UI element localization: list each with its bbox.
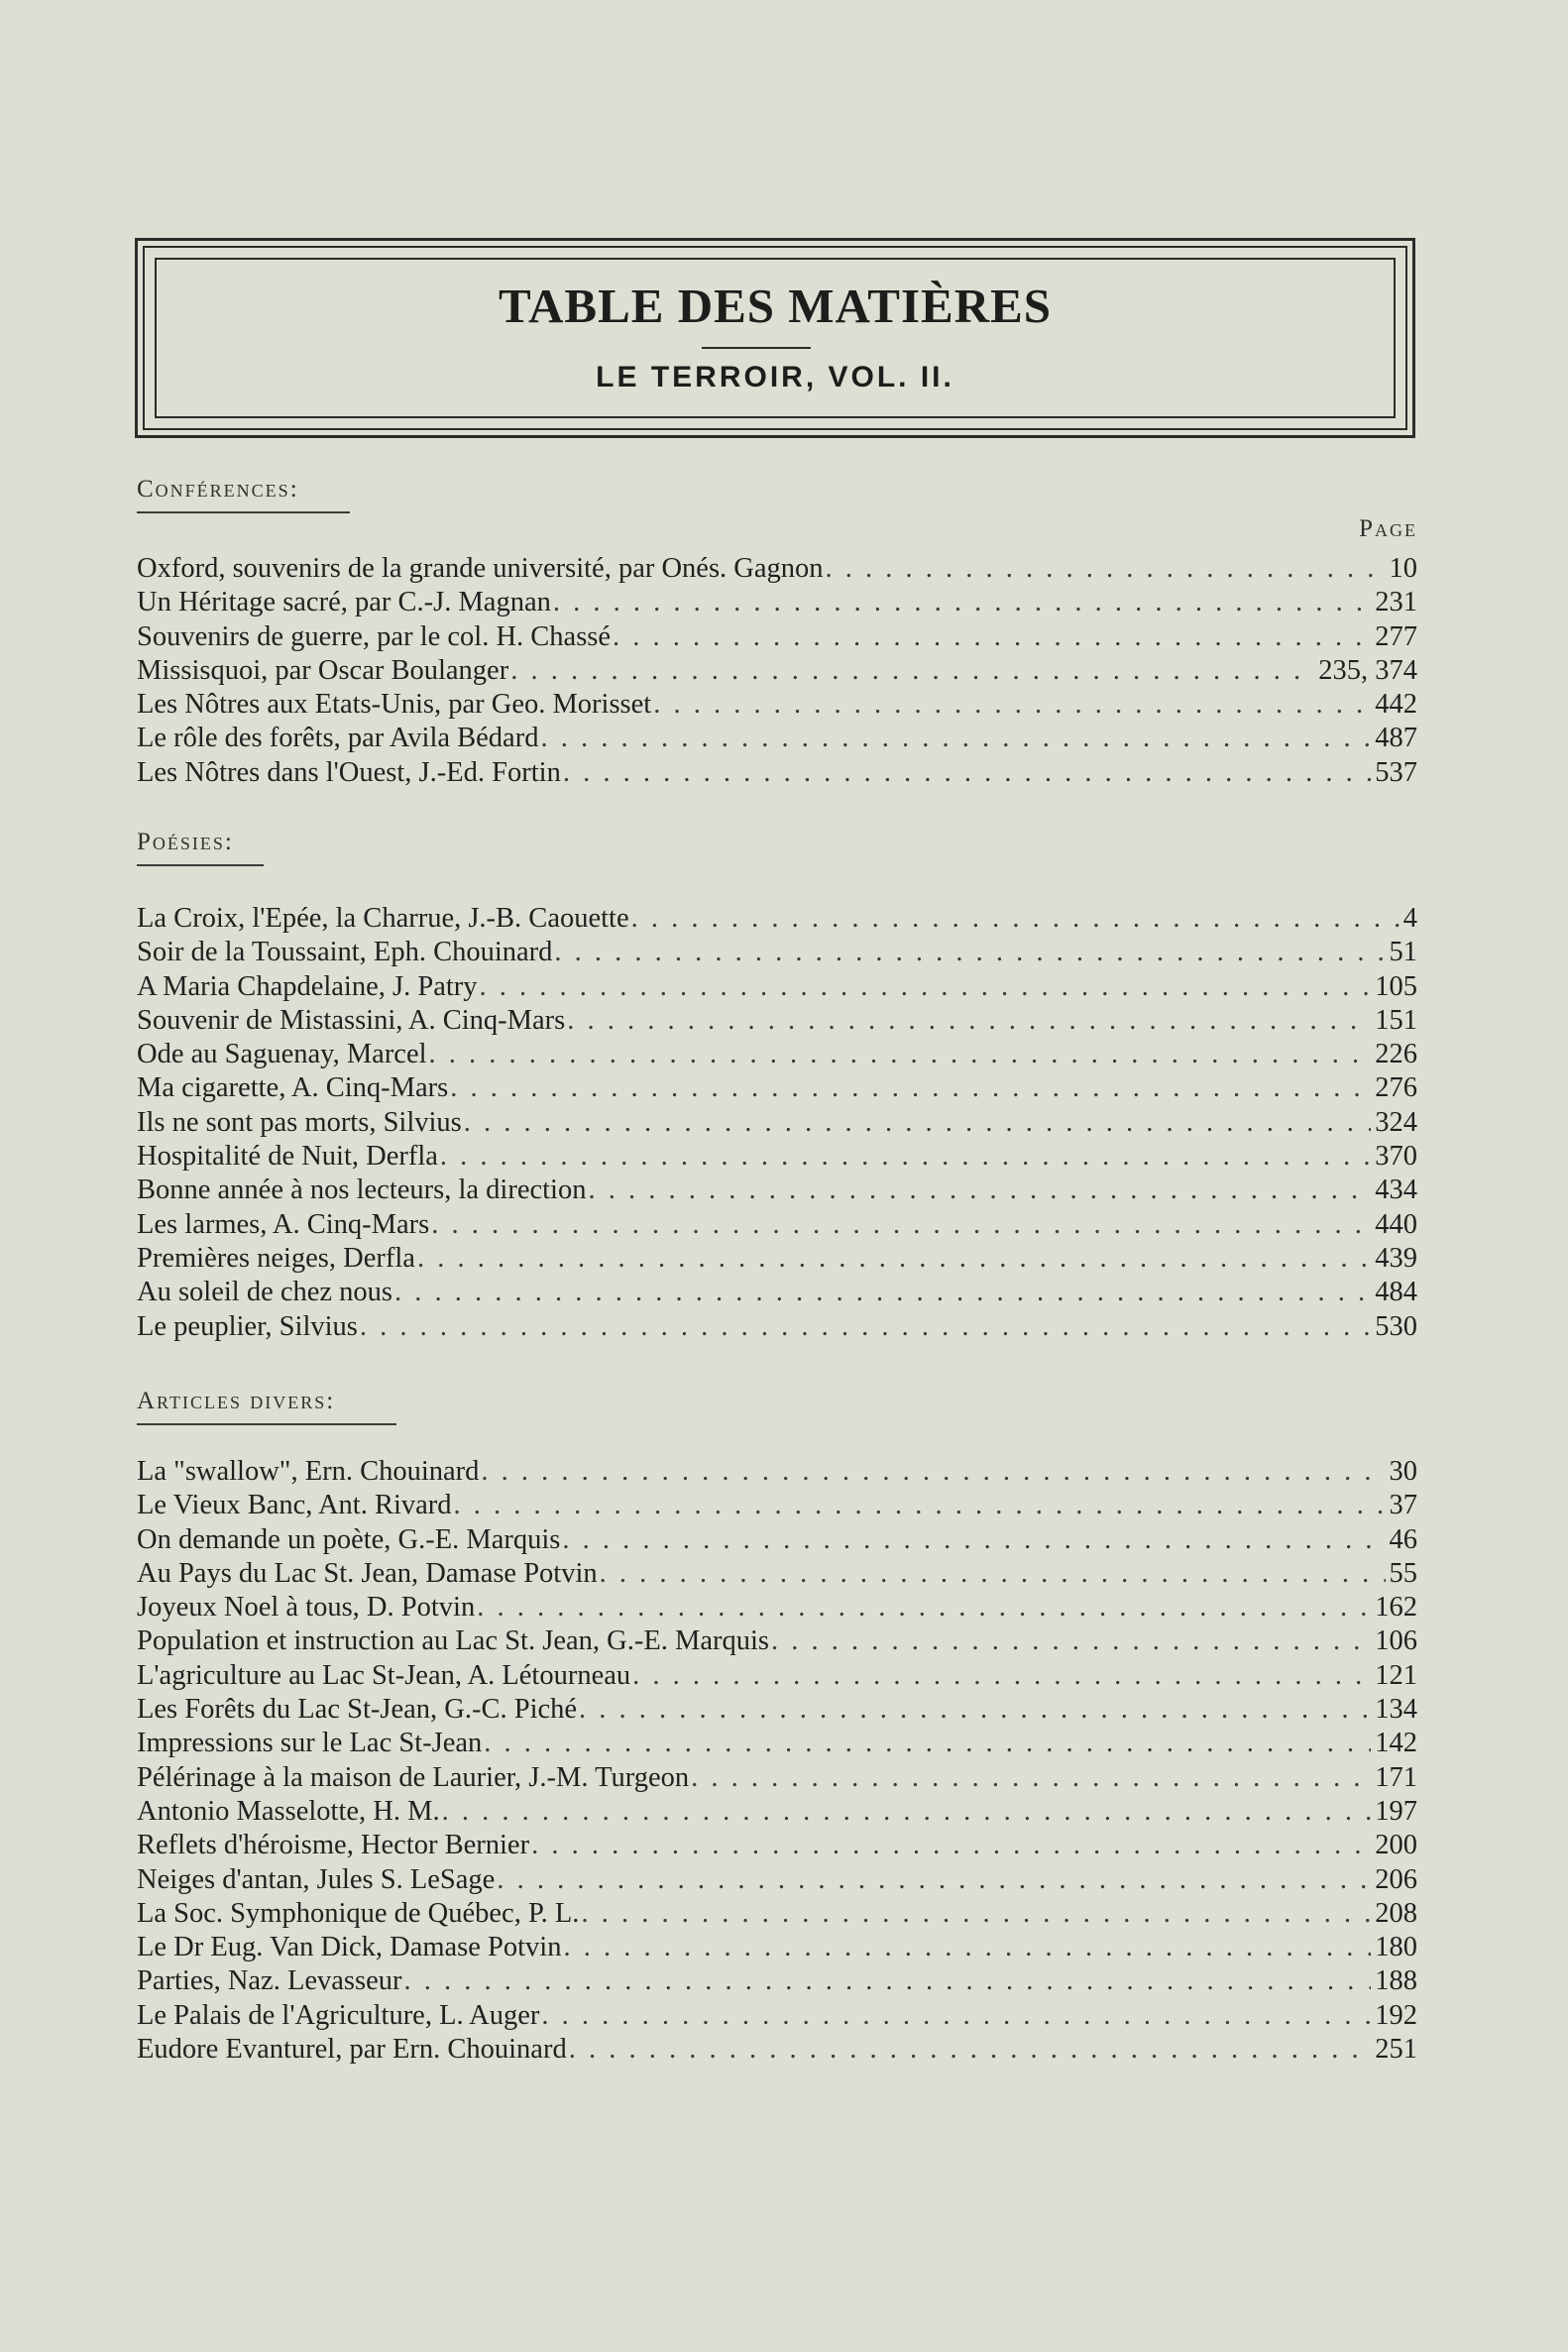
toc-entry-page-number: 440 — [1375, 1208, 1417, 1240]
toc-entry-title: La Soc. Symphonique de Québec, P. L. — [137, 1897, 580, 1929]
section-underline — [137, 1423, 396, 1425]
toc-entry-page-number: 530 — [1375, 1310, 1417, 1342]
toc-entry-page-number: 30 — [1389, 1456, 1417, 1487]
toc-entry-page-number: 231 — [1375, 587, 1417, 618]
toc-entry-title: Oxford, souvenirs de la grande université, par Onés. Gagnon — [137, 553, 824, 584]
dot-leader — [600, 1557, 1386, 1591]
toc-entry-page-number: 46 — [1389, 1523, 1417, 1555]
toc-entry — [137, 1489, 1417, 1522]
toc-entry — [137, 1795, 1417, 1829]
toc-entry-title: On demande un poète, G.-E. Marquis — [137, 1523, 561, 1555]
toc-entry-title: Premières neiges, Derfla — [137, 1242, 415, 1274]
dot-leader — [454, 1489, 1386, 1522]
dot-leader — [431, 1208, 1371, 1242]
dot-leader — [440, 1140, 1371, 1174]
toc-entry-title: Population et instruction au Lac St. Jean, G.-E. Marquis — [137, 1625, 769, 1657]
toc-entry-page-number: 439 — [1375, 1242, 1417, 1274]
toc-entry-page-number: 192 — [1375, 1999, 1417, 2031]
section-heading-conferences — [137, 476, 299, 509]
toc-entry — [137, 1106, 1417, 1140]
dot-leader — [464, 1106, 1371, 1140]
toc-entry-title: Ma cigarette, A. Cinq-Mars — [137, 1072, 449, 1104]
page-column-label: Page — [1359, 515, 1417, 542]
toc-entry-page-number: 434 — [1375, 1175, 1417, 1206]
dot-leader — [497, 1863, 1371, 1897]
toc-entry-title: Pélérinage à la maison de Laurier, J.-M. Turgeon — [137, 1761, 690, 1793]
dot-leader — [429, 1038, 1372, 1071]
toc-entry — [137, 1999, 1417, 2033]
toc-entry-title: Les Nôtres dans l'Ouest, J.-Ed. Fortin — [137, 756, 561, 788]
dot-leader — [480, 970, 1372, 1004]
toc-entry-page-number: 277 — [1375, 620, 1417, 652]
section-heading-label: Conférences: — [137, 476, 299, 503]
toc-entry — [137, 620, 1417, 654]
section-heading-poesies — [137, 829, 234, 862]
toc-entry-title: La Croix, l'Epée, la Charrue, J.-B. Caouette — [137, 903, 629, 934]
toc-entry — [137, 1727, 1417, 1760]
toc-entry — [137, 552, 1417, 586]
section-heading-articles-divers — [137, 1388, 335, 1421]
dot-leader — [450, 1071, 1371, 1105]
dot-leader — [691, 1761, 1371, 1795]
toc-entry-page-number: 142 — [1375, 1728, 1417, 1759]
toc-entry — [137, 722, 1417, 755]
toc-entry-title: Hospitalité de Nuit, Derfla — [137, 1141, 438, 1173]
toc-entry — [137, 1004, 1417, 1038]
toc-entry-page-number: 208 — [1375, 1897, 1417, 1929]
toc-entry-title: Souvenirs de guerre, par le col. H. Chassé — [137, 620, 612, 652]
toc-entry-page-number: 121 — [1375, 1659, 1417, 1691]
toc-entry-title: Ode au Saguenay, Marcel — [137, 1039, 427, 1070]
toc-entry-page-number: 55 — [1389, 1557, 1417, 1589]
toc-entry — [137, 1140, 1417, 1174]
toc-entry-page-number: 324 — [1375, 1106, 1417, 1138]
toc-entry-title: Antonio Masselotte, H. M. — [137, 1795, 440, 1827]
toc-entry — [137, 1693, 1417, 1727]
toc-entry-page-number: 537 — [1375, 756, 1417, 788]
toc-entry-page-number: 37 — [1389, 1490, 1417, 1521]
toc-entry-title: Le Dr Eug. Van Dick, Damase Potvin — [137, 1932, 562, 1963]
toc-entry-title: Au Pays du Lac St. Jean, Damase Potvin — [137, 1557, 598, 1589]
toc-entry-title: Le peuplier, Silvius — [137, 1310, 358, 1342]
toc-entry-title: L'agriculture au Lac St-Jean, A. Létourneau — [137, 1659, 631, 1691]
toc-entry-page-number: 235, 374 — [1318, 654, 1417, 686]
toc-entry-title: Ils ne sont pas morts, Silvius — [137, 1106, 462, 1138]
toc-entry — [137, 970, 1417, 1004]
toc-entry — [137, 1071, 1417, 1105]
section-heading-label: Poésies: — [137, 829, 234, 855]
toc-entry-page-number: 180 — [1375, 1932, 1417, 1963]
toc-entry-page-number: 200 — [1375, 1830, 1417, 1861]
toc-entry-page-number: 487 — [1375, 723, 1417, 754]
toc-entry — [137, 902, 1417, 936]
toc-entry-page-number: 276 — [1375, 1072, 1417, 1104]
dot-leader — [579, 1693, 1371, 1727]
dot-leader — [653, 688, 1371, 722]
toc-entry — [137, 936, 1417, 969]
page-title: TABLE DES MATIÈRES — [498, 279, 1053, 333]
toc-entry-title: Joyeux Noel à tous, D. Potvin — [137, 1592, 476, 1624]
toc-entry — [137, 1174, 1417, 1207]
toc-entry-page-number: 51 — [1389, 937, 1417, 968]
toc-entry-page-number: 134 — [1375, 1694, 1417, 1726]
dot-leader — [581, 1897, 1371, 1931]
dot-leader — [771, 1624, 1371, 1658]
toc-entry — [137, 1624, 1417, 1658]
toc-entry-page-number: 171 — [1375, 1761, 1417, 1793]
toc-entry-title: A Maria Chapdelaine, J. Patry — [137, 970, 478, 1002]
toc-entry-title: Missisquoi, par Oscar Boulanger — [137, 654, 509, 686]
toc-entry — [137, 1242, 1417, 1276]
toc-entry-title: Parties, Naz. Levasseur — [137, 1965, 402, 1997]
toc-entry-page-number: 370 — [1375, 1141, 1417, 1173]
toc-entry-page-number: 162 — [1375, 1592, 1417, 1624]
toc-entry — [137, 1310, 1417, 1344]
toc-entry — [137, 2033, 1417, 2067]
toc-entry-title: Un Héritage sacré, par C.-J. Magnan — [137, 587, 551, 618]
section-underline — [137, 864, 264, 866]
toc-entry — [137, 654, 1417, 688]
toc-entry-title: Les larmes, A. Cinq-Mars — [137, 1208, 430, 1240]
toc-list-articles-divers — [137, 1455, 1417, 2067]
toc-entry — [137, 1276, 1417, 1309]
dot-leader — [631, 902, 1400, 936]
toc-entry-page-number: 226 — [1375, 1039, 1417, 1070]
toc-entry — [137, 586, 1417, 619]
toc-entry — [137, 1455, 1417, 1489]
dot-leader — [632, 1659, 1371, 1693]
dot-leader — [477, 1591, 1371, 1624]
toc-entry — [137, 1038, 1417, 1071]
toc-entry-title: Neiges d'antan, Jules S. LeSage — [137, 1863, 496, 1895]
toc-entry-title: La "swallow", Ern. Chouinard — [137, 1456, 480, 1487]
dot-leader — [541, 1999, 1371, 2033]
dot-leader — [567, 1004, 1371, 1038]
toc-entry-page-number: 206 — [1375, 1863, 1417, 1895]
toc-entry-title: Les Nôtres aux Etats-Unis, par Geo. Morisset — [137, 689, 652, 721]
page-subtitle: LE TERROIR, VOL. II. — [596, 361, 954, 393]
toc-entry — [137, 1863, 1417, 1897]
toc-entry-page-number: 442 — [1375, 689, 1417, 721]
toc-entry — [137, 1591, 1417, 1624]
dot-leader — [613, 620, 1371, 654]
toc-entry — [137, 756, 1417, 790]
title-divider — [702, 347, 811, 349]
toc-entry-title: Au soleil de chez nous — [137, 1277, 393, 1308]
dot-leader — [563, 756, 1371, 790]
toc-entry — [137, 688, 1417, 722]
dot-leader — [562, 1523, 1385, 1557]
dot-leader — [826, 552, 1386, 586]
toc-entry-title: Impressions sur le Lac St-Jean — [137, 1728, 483, 1759]
dot-leader — [569, 2033, 1372, 2067]
dot-leader — [554, 936, 1385, 969]
toc-entry-title: Le Vieux Banc, Ant. Rivard — [137, 1490, 452, 1521]
section-underline — [137, 511, 350, 513]
toc-entry — [137, 1208, 1417, 1242]
dot-leader — [553, 586, 1371, 619]
dot-leader — [588, 1174, 1371, 1207]
dot-leader — [531, 1829, 1371, 1862]
toc-entry-page-number: 484 — [1375, 1277, 1417, 1308]
toc-entry-page-number: 251 — [1375, 2034, 1417, 2066]
toc-entry — [137, 1897, 1417, 1931]
toc-entry-page-number: 151 — [1375, 1004, 1417, 1036]
toc-entry-title: Bonne année à nos lecteurs, la direction — [137, 1175, 587, 1206]
toc-entry-title: Soir de la Toussaint, Eph. Chouinard — [137, 937, 553, 968]
dot-leader — [540, 722, 1371, 755]
toc-entry-page-number: 197 — [1375, 1795, 1417, 1827]
toc-entry-page-number: 106 — [1375, 1625, 1417, 1657]
toc-entry-page-number: 10 — [1389, 553, 1417, 584]
toc-entry-title: Les Forêts du Lac St-Jean, G.-C. Piché — [137, 1694, 578, 1726]
toc-entry — [137, 1964, 1417, 1998]
toc-entry-title: Eudore Evanturel, par Ern. Chouinard — [137, 2034, 567, 2066]
dot-leader — [403, 1964, 1371, 1998]
dot-leader — [360, 1310, 1371, 1344]
toc-entry-page-number: 4 — [1402, 903, 1417, 934]
toc-list-conferences — [137, 552, 1417, 790]
toc-entry-title: Souvenir de Mistassini, A. Cinq-Mars — [137, 1004, 566, 1036]
toc-entry — [137, 1931, 1417, 1964]
toc-entry — [137, 1557, 1417, 1591]
toc-entry-title: Le rôle des forêts, par Avila Bédard — [137, 723, 539, 754]
toc-entry — [137, 1761, 1417, 1795]
toc-list-poesies — [137, 902, 1417, 1344]
toc-entry — [137, 1523, 1417, 1557]
dot-leader — [510, 654, 1314, 688]
dot-leader — [442, 1795, 1372, 1829]
toc-entry-title: Le Palais de l'Agriculture, L. Auger — [137, 1999, 540, 2031]
toc-entry — [137, 1659, 1417, 1693]
dot-leader — [417, 1242, 1371, 1276]
toc-entry — [137, 1829, 1417, 1862]
dot-leader — [484, 1727, 1371, 1760]
toc-entry-page-number: 105 — [1375, 970, 1417, 1002]
toc-entry-title: Reflets d'héroisme, Hector Bernier — [137, 1830, 530, 1861]
dot-leader — [481, 1455, 1385, 1489]
section-heading-label: Articles divers: — [137, 1388, 336, 1414]
dot-leader — [563, 1931, 1371, 1964]
dot-leader — [394, 1276, 1371, 1309]
toc-entry-page-number: 188 — [1375, 1965, 1417, 1997]
